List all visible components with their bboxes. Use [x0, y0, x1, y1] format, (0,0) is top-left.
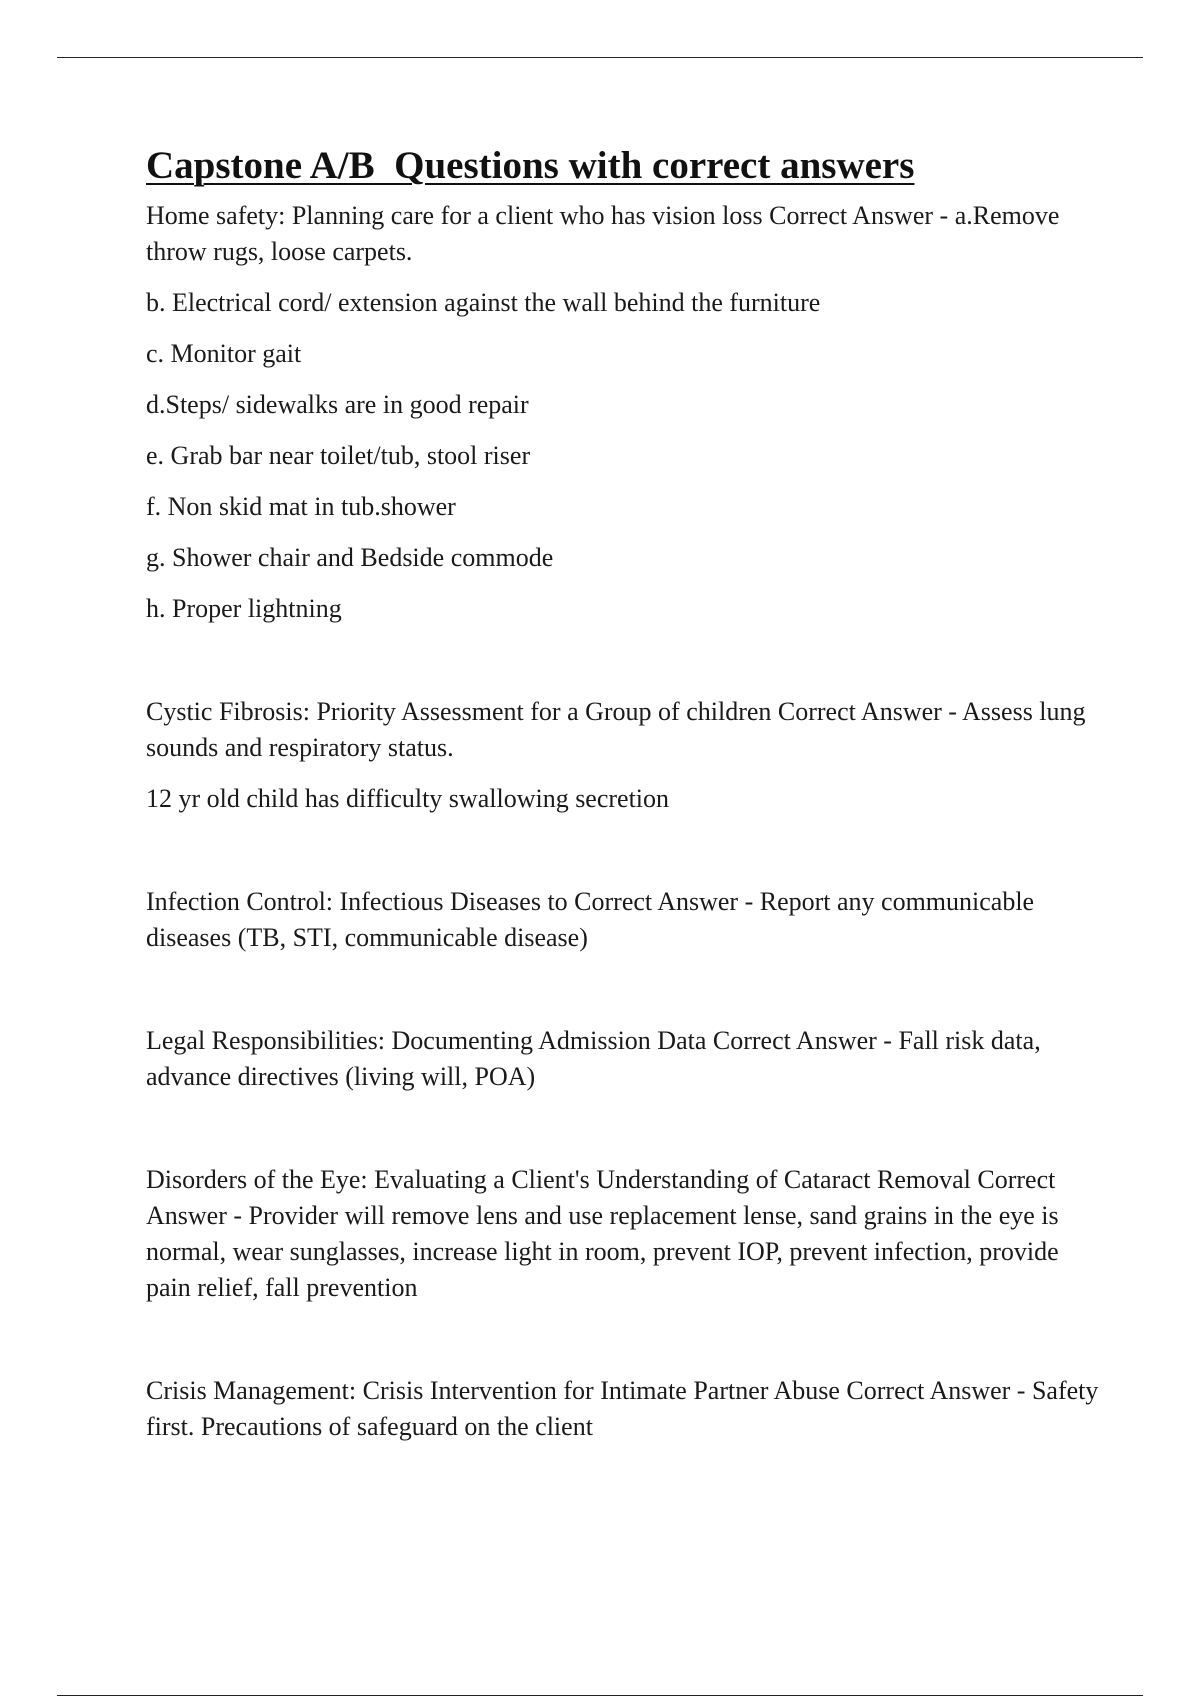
section-spacer [146, 1110, 1106, 1162]
bottom-rule [57, 1695, 1143, 1696]
answer-item: 12 yr old child has difficulty swallowing secretion [146, 784, 670, 813]
qa-question: Crisis Management: Crisis Intervention for Intimate Partner Abuse Correct Answer - Safety first. Precautions of safeguard on the client [146, 1376, 1099, 1441]
document-body [146, 140, 1106, 1460]
answer-item: e. Grab bar near toilet/tub, stool riser [146, 441, 531, 470]
qa-question: Infection Control: Infectious Diseases to Correct Answer - Report any communicable diseases (TB, STI, communicable disease) [146, 887, 1035, 952]
qa-section-crisis-management [146, 1373, 1106, 1445]
top-rule [57, 57, 1143, 58]
section-spacer [146, 1321, 1106, 1373]
qa-section-disorders-of-eye [146, 1162, 1106, 1306]
answer-item: g. Shower chair and Bedside commode [146, 543, 554, 572]
qa-section-infection-control [146, 884, 1106, 956]
answer-item: c. Monitor gait [146, 339, 302, 368]
answer-item: d.Steps/ sidewalks are in good repair [146, 390, 529, 419]
section-spacer [146, 971, 1106, 1023]
qa-section-home-safety [146, 198, 1106, 627]
qa-question: Disorders of the Eye: Evaluating a Client's Understanding of Cataract Removal Correct Answer - Provider will remove lens and use replacement lense, sand grains in the eye is normal, wear sunglasses, increase light in room, prevent IOP, prevent infection, provide pain relief, fall prevention [146, 1165, 1059, 1302]
section-spacer [146, 832, 1106, 884]
qa-question: Home safety: Planning care for a client who has vision loss Correct Answer - a.Remove throw rugs, loose carpets. [146, 201, 1060, 266]
qa-question: Cystic Fibrosis: Priority Assessment for a Group of children Correct Answer - Assess lung sounds and respiratory status. [146, 697, 1086, 762]
qa-question: Legal Responsibilities: Documenting Admission Data Correct Answer - Fall risk data, advance directives (living will, POA) [146, 1026, 1041, 1091]
answer-item: b. Electrical cord/ extension against the wall behind the furniture [146, 288, 821, 317]
section-spacer [146, 642, 1106, 694]
document-title: Capstone A/B Questions with correct answers [146, 144, 915, 187]
qa-section-cystic-fibrosis [146, 694, 1106, 817]
answer-item: f. Non skid mat in tub.shower [146, 492, 456, 521]
qa-section-legal-responsibilities [146, 1023, 1106, 1095]
answer-item: h. Proper lightning [146, 594, 342, 623]
